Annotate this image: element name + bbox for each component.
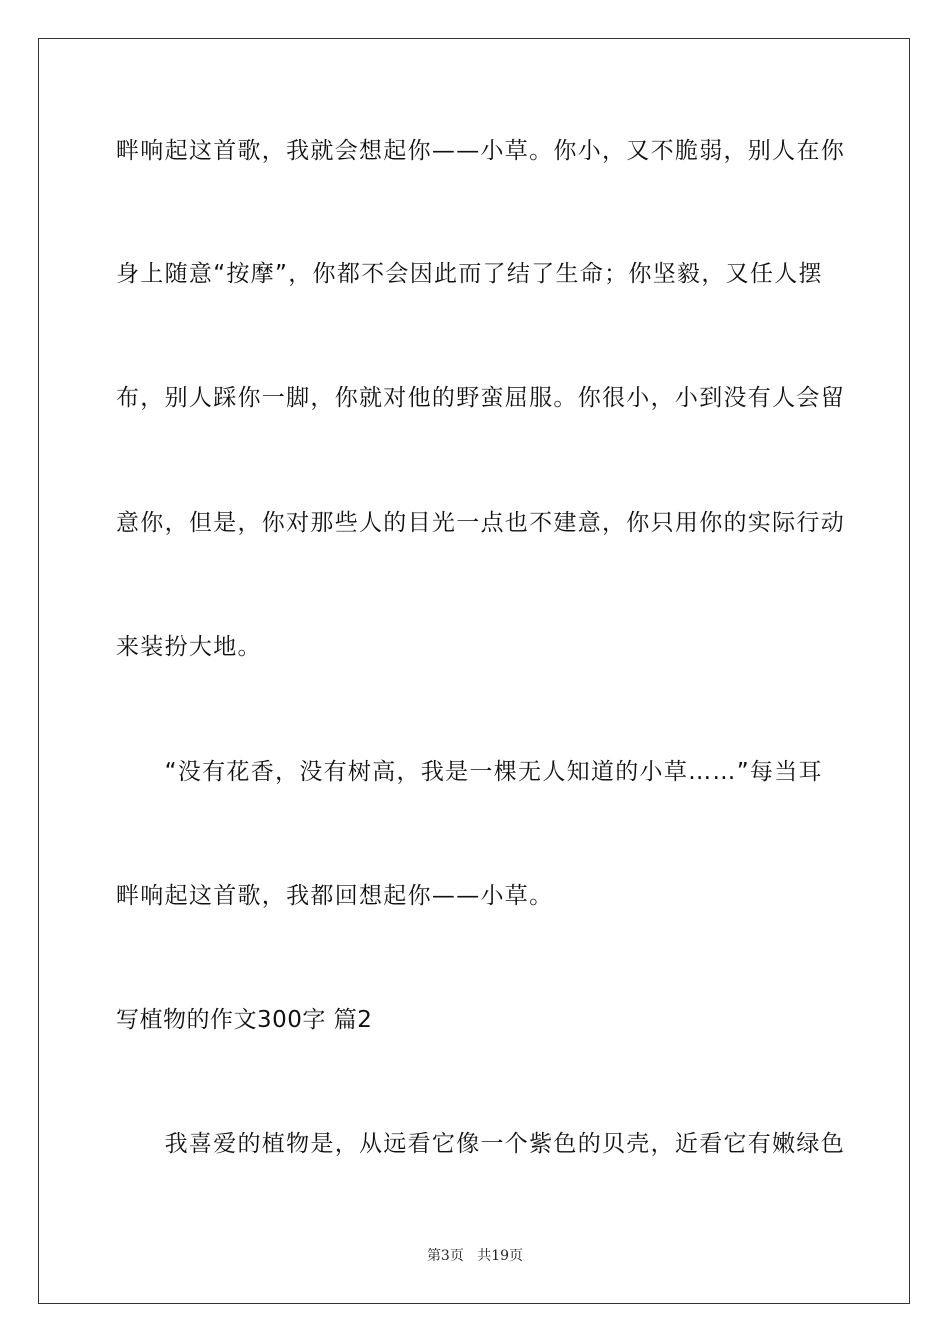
body-text-line: 我喜爱的植物是，从远看它像一个紫色的贝壳，近看它有嫩绿色 xyxy=(116,1131,845,1157)
body-text-line: 布，别人踩你一脚，你就对他的野蛮屈服。你很小，小到没有人会留 xyxy=(116,385,845,411)
body-text-line: 来装扮大地。 xyxy=(116,634,262,660)
body-text-line: “没有花香，没有树高，我是一棵无人知道的小草……”每当耳 xyxy=(116,759,823,785)
page-total: 共19页 xyxy=(477,1248,524,1264)
body-text-line: 意你，但是，你对那些人的目光一点也不建意，你只用你的实际行动 xyxy=(116,510,845,536)
page-number: 第3页 xyxy=(426,1248,464,1264)
body-text-line: 畔响起这首歌，我都回想起你——小草。 xyxy=(116,883,554,909)
page-border xyxy=(38,38,910,1304)
page-footer xyxy=(0,1247,950,1265)
section-heading: 写植物的作文300字 篇2 xyxy=(116,1007,373,1033)
body-text-line: 身上随意“按摩”，你都不会因此而了结了生命；你坚毅，又任人摆 xyxy=(116,261,823,287)
body-text-line: 畔响起这首歌，我就会想起你——小草。你小，又不脆弱，别人在你 xyxy=(116,138,845,164)
